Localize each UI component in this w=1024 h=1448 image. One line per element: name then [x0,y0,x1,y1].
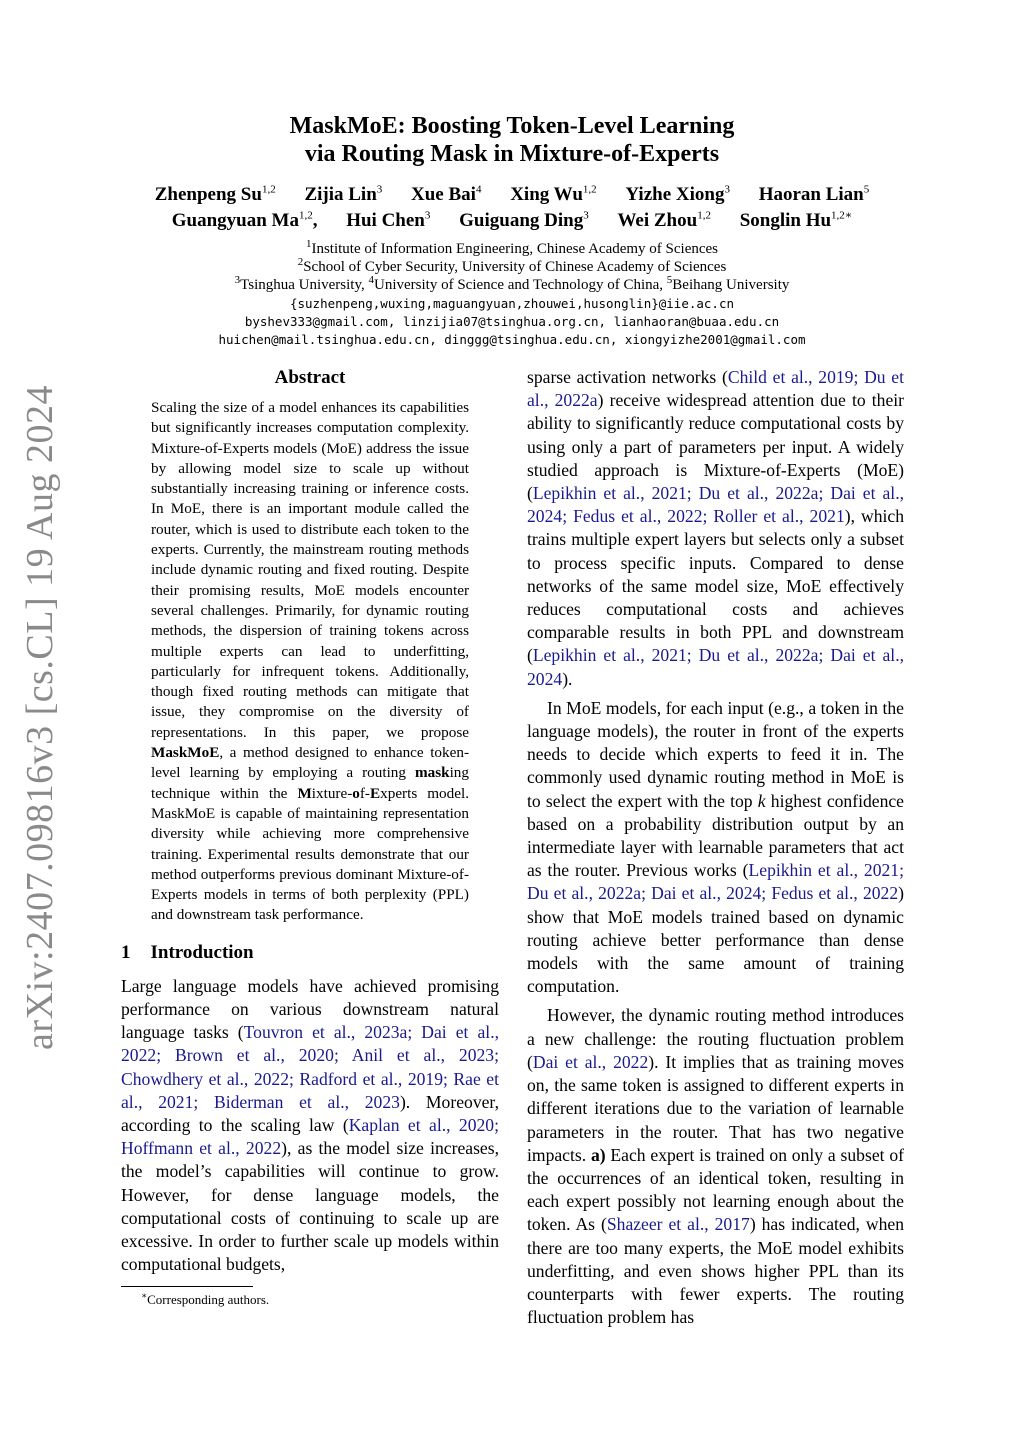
citation-link[interactable]: Touvron et al., 2023a; Dai et al., 2022; Brown et al., 2020; Anil et al., 2023; Chowdhery et al., 2022; Radford et al., 2019; Rae et al., 2021; Biderman et al., 2023 [121,1022,499,1112]
affiliation-line: $^3$Tsinghua University, $^4$University of Science and Technology of China, $^5$Beihang University [234,274,790,293]
footnote-rule [121,1286,253,1287]
email-line: byshev333@gmail.com, linzijia07@tsinghua.org.cn, lianhaoran@buaa.edu.cn [244,314,780,329]
author: Wei Zhou$^{1,2}$ [617,209,711,231]
author: Hui Chen$^3$ [346,209,431,231]
author: Zijia Lin$^3$ [304,183,383,205]
citation-link[interactable]: Child et al., 2019; Du et al., 2022a [527,367,904,411]
title-line-1: MaskMoE: Boosting Token-Level Learning [289,113,735,139]
citation-link[interactable]: Kaplan et al., 2020; Hoffmann et al., 2022 [121,1114,499,1159]
intro-paragraph-1-continued: sparse activation networks (Child et al., 2019; Du et al., 2022a) receive widespread attention due to their ability to significantly reduce computational costs by using only a part of parameters per input. A widely studied approach is Mixture-of-Experts (MoE) (Lepikhin et al., 2021; Du et al., 2022a; Dai et al., 2024; Fedus et al., 2022; Roller et al., 2021), which trains multiple expert layers but selects only a subset to process specific inputs. Compared to dense networks of the same model size, MoE effectively reduces computational costs and achieves comparable results in both PPL and downstream (Lepikhin et al., 2021; Du et al., 2022a; Dai et al., 2024). [527,367,905,689]
affiliations [100,240,924,294]
paper-title [100,112,924,168]
left-column [121,366,499,1308]
abstract-heading: Abstract [274,367,346,388]
author: Xing Wu$^{1,2}$ [510,183,597,205]
right-column [527,366,904,1329]
author: Yizhe Xiong$^3$ [625,183,730,205]
intro-paragraph-1: Large language models have achieved promising performance on various downstream natural language tasks (Touvron et al., 2023a; Dai et al., 2022; Brown et al., 2020; Anil et al., 2023; Chowdhery et al., 2022; Radford et al., 2019; Rae et al., 2021; Biderman et al., 2023). Moreover, according to the scaling law (Kaplan et al., 2020; Hoffmann et al., 2022), as the model size increases, the model’s capabilities will continue to grow. However, for dense language models, the computational costs of continuing to scale up are excessive. In order to further scale up models within computational budgets, [121,975,499,1275]
section-heading-introduction: 1 Introduction [121,941,254,963]
citation-link[interactable]: Lepikhin et al., 2021; Du et al., 2022a; Dai et al., 2024 [527,645,904,689]
email-line: huichen@mail.tsinghua.edu.cn, dinggg@tsinghua.edu.cn, xiongyizhe2001@gmail.com [218,332,806,347]
intro-paragraph-2: In MoE models, for each input (e.g., a token in the language models), the router in front of the experts needs to decide which experts to feed it in. The commonly used dynamic routing method in MoE is to select the expert with the top k highest confidence based on a probability distribution output by an intermediate layer with learnable parameters that act as the router. Previous works (Lepikhin et al., 2021; Du et al., 2022a; Dai et al., 2024; Fedus et al., 2022) show that MoE models trained based on dynamic routing achieve better performance than dense models with the same amount of training computation. [527,697,904,997]
email-line: {suzhenpeng,wuxing,maguangyuan,zhouwei,husonglin}@iie.ac.cn [289,296,734,311]
arxiv-identifier-stamp: arXiv:2407.09816v3 [cs.CL] 19 Aug 2024 [19,385,61,1050]
author-list [100,182,924,234]
author-row-1 [100,182,924,208]
author: Guiguang Ding$^3$ [459,209,589,231]
footnote: ∗Corresponding authors. [141,1291,270,1308]
author: Haoran Lian$^5$ [758,183,870,205]
abstract-text: Scaling the size of a model enhances its capabilities but significantly increases computation complexity. Mixture-of-Experts models (MoE) address the issue by allowing model size to scale up without substantially increasing training or inference costs. In MoE, there is an important module called the router, which is used to distribute each token to the experts. Currently, the mainstream routing methods include dynamic routing and fixed routing. Despite their promising results, MoE models encounter several challenges. Primarily, for dynamic routing methods, the dispersion of training tokens across multiple experts can lead to underfitting, particularly for infrequent tokens. Additionally, though fixed routing methods can mitigate that issue, they compromise on the diversity of representations. In this paper, we propose MaskMoE, a method designed to enhance token-level learning by employing a routing masking technique within the Mixture-of-Experts model. MaskMoE is capable of maintaining representation diversity while achieving more comprehensive training. Experimental results demonstrate that our method outperforms previous dominant Mixture-of-Experts models in terms of both perplexity (PPL) and downstream task performance. [151,399,470,924]
author: Zhenpeng Su$^{1,2}$ [154,183,276,205]
affiliation-line: $^1$Institute of Information Engineering, Chinese Academy of Sciences [305,238,719,257]
citation-link[interactable]: Lepikhin et al., 2021; Du et al., 2022a; Dai et al., 2024; Fedus et al., 2022; Roller et al., 2021 [527,483,904,527]
title-line-2: via Routing Mask in Mixture-of-Experts [304,141,720,167]
author: Guangyuan Ma$^{1,2}$, [171,209,318,231]
citation-link[interactable]: Shazeer et al., 2017 [606,1214,750,1235]
author: Songlin $Hu^{1,2∗}$ [739,209,853,231]
citation-link[interactable]: Lepikhin et al., 2021; Du et al., 2022a; Dai et al., 2024; Fedus et al., 2022 [527,860,904,904]
intro-paragraph-3: However, the dynamic routing method introduces a new challenge: the routing fluctuation problem (Dai et al., 2022). It implies that as training moves on, the same token is assigned to different experts in different iterations due to the variation of learnable parameters in the router. That has two negative impacts. a) Each expert is trained on only a subset of the occurrences of an identical token, resulting in each expert possibly not learning enough about the token. As (Shazeer et al., 2017) has indicated, when there are too many experts, the MoE model exhibits underfitting, and even shows higher PPL than its counterparts with fewer experts. The routing fluctuation problem has [527,1005,904,1328]
paper-header [100,112,924,349]
affiliation-line: $^2$School of Cyber Security, University of Chinese Academy of Sciences [297,256,727,275]
author: Xue Bai$^4$ [411,183,482,205]
email-list [100,295,924,349]
citation-link[interactable]: Dai et al., 2022 [532,1051,649,1072]
author-row-2 [100,208,924,234]
